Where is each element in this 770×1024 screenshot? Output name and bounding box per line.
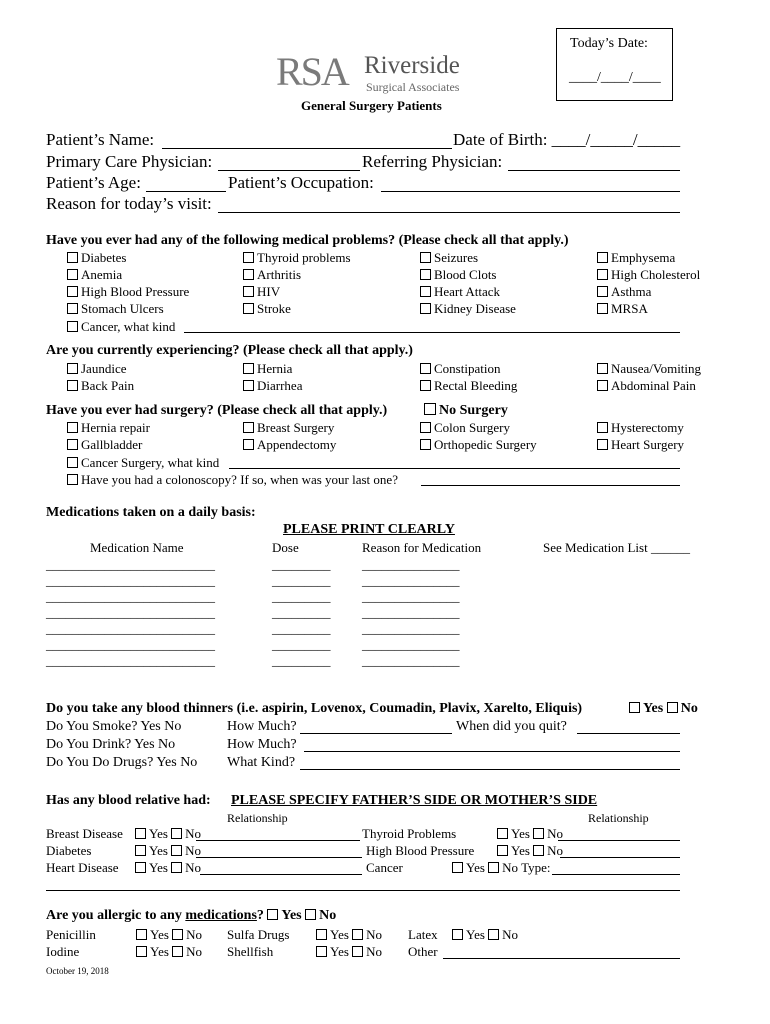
col-medication-name: Medication Name [90,540,184,555]
allergy-iodine: Iodine [46,944,80,959]
checkbox-icon [497,828,508,839]
checkbox-asthma[interactable]: Asthma [597,284,651,300]
allergy-shellfish-yes-no[interactable]: Yes No [316,944,382,960]
checkbox-stroke[interactable]: Stroke [243,301,291,317]
checkbox-stomach-ulcers[interactable]: Stomach Ulcers [67,301,164,317]
family-high-bp-yes-no[interactable]: Yes No [497,843,563,859]
checkbox-heart-attack[interactable]: Heart Attack [420,284,500,300]
allergy-penicillin: Penicillin [46,927,96,942]
med-name-field[interactable]: __________________________ [46,653,215,668]
checkbox-icon [424,403,436,415]
checkbox-colon-surgery[interactable]: Colon Surgery [420,420,510,436]
checkbox-constipation[interactable]: Constipation [420,361,500,377]
history-heading: Have you ever had any of the following medical problems? (Please check all that apply.) [46,233,569,248]
allergy-iodine-yes-no[interactable]: Yes No [136,944,202,960]
checkbox-icon [597,252,608,263]
med-reason-field[interactable]: _______________ [362,605,460,620]
checkbox-nausea[interactable]: Nausea/Vomiting [597,361,701,377]
quit-field[interactable] [577,733,680,734]
allergy-other-field[interactable] [443,958,680,959]
patient-name-field[interactable] [162,148,452,149]
checkbox-gallbladder[interactable]: Gallbladder [67,437,142,453]
surgery-heading: Have you ever had surgery? (Please check all that apply.) [46,403,388,418]
cancer-kind-field[interactable] [184,332,680,333]
checkbox-abdominal-pain[interactable]: Abdominal Pain [597,378,696,394]
checkbox-arthritis[interactable]: Arthritis [243,267,301,283]
checkbox-icon [316,929,327,940]
allergy-shellfish: Shellfish [227,944,274,959]
thinners-yes-no[interactable]: Yes No [629,701,698,717]
relationship-label-left: Relationship [227,811,288,825]
checkbox-icon [136,946,147,957]
family-diabetes-yes-no[interactable]: Yes No [135,843,201,859]
checkbox-icon [243,363,254,374]
med-name-field[interactable]: __________________________ [46,605,215,620]
checkbox-thyroid[interactable]: Thyroid problems [243,250,351,266]
checkbox-hysterectomy[interactable]: Hysterectomy [597,420,684,436]
checkbox-icon [497,845,508,856]
pcp-label: Primary Care Physician: [46,152,213,171]
checkbox-icon [67,303,78,314]
family-heart-yes-no[interactable]: Yes No [135,860,201,876]
med-name-field[interactable]: __________________________ [46,589,215,604]
checkbox-icon [597,269,608,280]
drink-question[interactable]: Do You Drink? Yes No [46,737,176,752]
family-thyroid: Thyroid Problems [362,826,457,841]
todays-date-label: Today’s Date: [570,36,648,51]
meds-heading: Medications taken on a daily basis: [46,505,256,520]
family-cancer-yes-no[interactable]: Yes No Type: [452,860,551,876]
checkbox-icon [243,252,254,263]
checkbox-icon [629,702,640,713]
checkbox-icon [67,286,78,297]
med-reason-field[interactable]: _______________ [362,621,460,636]
referring-label: Referring Physician: [362,152,503,171]
family-heading: Has any blood relative had: [46,793,211,808]
checkbox-hernia[interactable]: Hernia [243,361,292,377]
age-label: Patient’s Age: [46,173,141,192]
checkbox-icon [67,380,78,391]
drugs-kind-field[interactable] [300,769,680,770]
family-extra-line[interactable] [46,890,680,891]
checkbox-icon [420,303,431,314]
checkbox-icon [597,286,608,297]
med-reason-field[interactable]: _______________ [362,557,460,572]
dob-label[interactable]: Date of Birth: ____/_____/_____ [453,130,681,149]
checkbox-icon [135,862,146,873]
checkbox-diarrhea[interactable]: Diarrhea [243,378,302,394]
checkbox-cancer-surgery[interactable]: Cancer Surgery, what kind [67,455,219,471]
family-thyroid-relationship[interactable] [558,840,680,841]
checkbox-icon [67,363,78,374]
relationship-label-right: Relationship [588,811,649,825]
checkbox-icon [316,946,327,957]
checkbox-diabetes[interactable]: Diabetes [67,250,126,266]
checkbox-icon [67,439,78,450]
checkbox-icon [171,845,182,856]
checkbox-icon [67,457,78,468]
reason-field[interactable] [218,212,680,213]
med-dose-field[interactable]: _________ [272,605,331,620]
checkbox-icon [135,828,146,839]
checkbox-icon [67,252,78,263]
checkbox-icon [172,929,183,940]
med-name-field[interactable]: __________________________ [46,573,215,588]
checkbox-icon [420,286,431,297]
med-name-field[interactable]: __________________________ [46,621,215,636]
colonoscopy-date-field[interactable] [421,485,680,486]
checkbox-rectal-bleeding[interactable]: Rectal Bleeding [420,378,517,394]
drink-how-much-field[interactable] [304,751,680,752]
see-med-list[interactable]: See Medication List ______ [543,540,690,555]
med-name-field[interactable]: __________________________ [46,557,215,572]
checkbox-icon [420,269,431,280]
checkbox-icon [243,380,254,391]
checkbox-icon [420,380,431,391]
occupation-label: Patient’s Occupation: [228,173,374,192]
pcp-field[interactable] [218,170,360,171]
allergy-penicillin-yes-no[interactable]: Yes No [136,927,202,943]
family-heart-relationship[interactable] [200,874,362,875]
family-breast-disease: Breast Disease [46,826,123,841]
checkbox-icon [136,929,147,940]
checkbox-icon [597,303,608,314]
checkbox-icon [597,380,608,391]
checkbox-icon [420,363,431,374]
checkbox-cancer[interactable]: Cancer, what kind [67,319,175,335]
checkbox-colonoscopy[interactable]: Have you had a colonoscopy? If so, when was your last one? [67,472,398,488]
med-reason-field[interactable]: _______________ [362,653,460,668]
med-dose-field[interactable]: _________ [272,637,331,652]
checkbox-breast-surgery[interactable]: Breast Surgery [243,420,334,436]
checkbox-icon [243,286,254,297]
allergy-heading: Are you allergic to any medications? Yes No [46,908,337,923]
checkbox-high-cholesterol[interactable]: High Cholesterol [597,267,700,283]
smoke-how-much-field[interactable] [300,733,452,734]
checkbox-heart-surgery[interactable]: Heart Surgery [597,437,684,453]
cancer-surgery-kind-field[interactable] [229,468,680,469]
todays-date-field[interactable]: ____/____/____ [569,70,661,85]
checkbox-back-pain[interactable]: Back Pain [67,378,134,394]
family-specify: PLEASE SPECIFY FATHER’S SIDE OR MOTHER’S SIDE [231,793,598,808]
family-cancer-type-field[interactable] [552,874,680,875]
checkbox-icon [597,363,608,374]
checkbox-icon [488,862,499,873]
family-breast-relationship[interactable] [196,840,360,841]
checkbox-anemia[interactable]: Anemia [67,267,122,283]
checkbox-icon [172,946,183,957]
checkbox-icon [67,321,78,332]
med-reason-field[interactable]: _______________ [362,573,460,588]
checkbox-icon [420,422,431,433]
checkbox-seizures[interactable]: Seizures [420,250,478,266]
checkbox-icon [488,929,499,940]
checkbox-icon [533,845,544,856]
med-dose-field[interactable]: _________ [272,589,331,604]
checkbox-high-blood-pressure[interactable]: High Blood Pressure [67,284,189,300]
occupation-field[interactable] [381,191,680,192]
checkbox-icon [171,828,182,839]
logo-subtitle: Surgical Associates [366,80,460,94]
family-high-bp-relationship[interactable] [560,857,680,858]
allergy-latex-yes-no[interactable]: Yes No [452,927,518,943]
checkbox-no-surgery[interactable]: No Surgery [424,403,508,419]
med-dose-field[interactable]: _________ [272,573,331,588]
allergy-other: Other [408,944,438,959]
checkbox-icon [243,422,254,433]
med-dose-field[interactable]: _________ [272,653,331,668]
smoke-how-much-label: How Much? [227,719,297,734]
family-breast-yes-no[interactable]: Yes No [135,826,201,842]
reason-label: Reason for today’s visit: [46,194,212,213]
med-dose-field[interactable]: _________ [272,621,331,636]
checkbox-hiv[interactable]: HIV [243,284,280,300]
logo-name: Riverside [364,52,460,79]
family-diabetes: Diabetes [46,843,92,858]
family-thyroid-yes-no[interactable]: Yes No [497,826,563,842]
smoke-question[interactable]: Do You Smoke? Yes No [46,719,182,734]
checkbox-icon [305,909,316,920]
checkbox-icon [597,439,608,450]
print-clearly: PLEASE PRINT CLEARLY [283,522,455,537]
checkbox-icon [420,439,431,450]
med-name-field[interactable]: __________________________ [46,637,215,652]
logo-rsa: RSA [276,49,348,94]
checkbox-icon [135,845,146,856]
allergy-sulfa: Sulfa Drugs [227,927,290,942]
quit-label: When did you quit? [456,719,567,734]
checkbox-icon [597,422,608,433]
family-heart-disease: Heart Disease [46,860,119,875]
checkbox-emphysema[interactable]: Emphysema [597,250,675,266]
checkbox-orthopedic[interactable]: Orthopedic Surgery [420,437,537,453]
checkbox-icon [243,303,254,314]
checkbox-icon [667,702,678,713]
family-high-bp: High Blood Pressure [366,843,475,858]
checkbox-icon [452,929,463,940]
footer-date: October 19, 2018 [46,966,109,976]
checkbox-icon [171,862,182,873]
checkbox-icon [67,269,78,280]
checkbox-icon [533,828,544,839]
checkbox-hernia-repair[interactable]: Hernia repair [67,420,150,436]
col-reason: Reason for Medication [362,540,482,555]
checkbox-jaundice[interactable]: Jaundice [67,361,126,377]
checkbox-kidney-disease[interactable]: Kidney Disease [420,301,516,317]
checkbox-icon [67,474,78,485]
allergy-sulfa-yes-no[interactable]: Yes No [316,927,382,943]
drugs-kind-label: What Kind? [227,755,296,770]
med-dose-field[interactable]: _________ [272,557,331,572]
checkbox-appendectomy[interactable]: Appendectomy [243,437,336,453]
checkbox-icon [420,252,431,263]
drugs-question[interactable]: Do You Do Drugs? Yes No [46,755,198,770]
col-dose: Dose [272,540,299,555]
form-subtitle: General Surgery Patients [301,98,442,113]
checkbox-icon [452,862,463,873]
family-cancer: Cancer [366,860,403,875]
checkbox-blood-clots[interactable]: Blood Clots [420,267,497,283]
allergy-latex: Latex [408,927,438,942]
blood-thinners-question: Do you take any blood thinners (i.e. aspirin, Lovenox, Coumadin, Plavix, Xarelto, Eliquis) [46,701,583,716]
drink-how-much-label: How Much? [227,737,297,752]
checkbox-mrsa[interactable]: MRSA [597,301,648,317]
med-reason-field[interactable]: _______________ [362,589,460,604]
med-reason-field[interactable]: _______________ [362,637,460,652]
current-heading: Are you currently experiencing? (Please check all that apply.) [46,343,413,358]
checkbox-icon [243,439,254,450]
checkbox-icon [67,422,78,433]
checkbox-icon [352,946,363,957]
age-field[interactable] [146,191,226,192]
checkbox-icon [352,929,363,940]
referring-field[interactable] [508,170,680,171]
checkbox-icon [267,909,278,920]
checkbox-icon [243,269,254,280]
family-diabetes-relationship[interactable] [196,857,362,858]
patient-name-label: Patient’s Name: [46,130,155,149]
